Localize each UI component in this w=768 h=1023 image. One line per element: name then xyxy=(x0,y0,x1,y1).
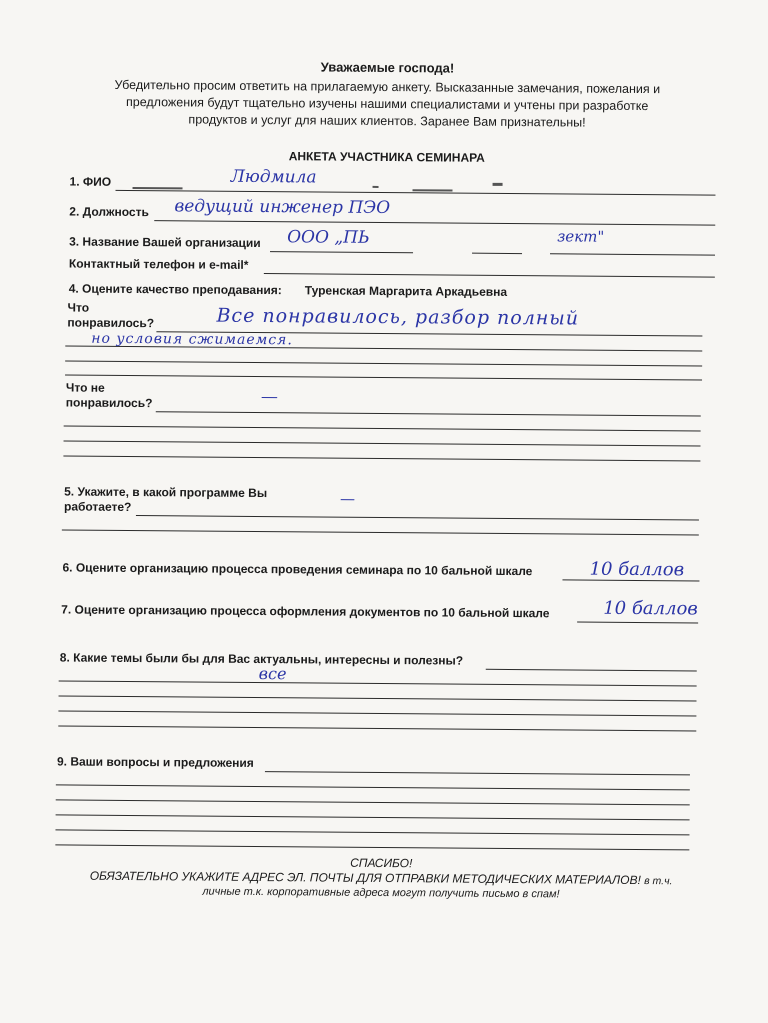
redacted-mark xyxy=(133,187,183,189)
org-label: 3. Название Вашей организации xyxy=(69,234,261,251)
contact-label: Контактный телефон и e-mail* xyxy=(68,256,249,272)
redacted-mark xyxy=(493,183,503,186)
liked-value-1: Все понравилось, разбор полный xyxy=(216,304,580,330)
q7-value: 10 баллов xyxy=(603,597,698,620)
contact-line xyxy=(264,273,715,278)
q8-label: 8. Какие темы были бы для Вас актуальны, интересны и полезны? xyxy=(59,650,464,668)
q8-line-3 xyxy=(59,695,697,701)
org-value-left: ООО „ПЬ xyxy=(287,227,370,248)
q9-label: 9. Ваши вопросы и предложения xyxy=(56,754,254,770)
disliked-label-2: понравилось? xyxy=(65,395,153,411)
q8-line-4 xyxy=(58,710,696,716)
spam-notice: личные т.к. корпоративные адреса могут получить письмо в спам! xyxy=(202,885,560,901)
q8-value: все xyxy=(258,664,287,684)
thanks-text: СПАСИБО! xyxy=(350,855,413,871)
q9-line-4 xyxy=(56,814,690,820)
q9-line-6 xyxy=(55,844,689,850)
intro-line-1: Убедительно просим ответить на прилагаемую анкету. Высказанные замечания, пожелания и xyxy=(114,77,661,97)
org-line-1 xyxy=(270,251,413,253)
q6-value: 10 баллов xyxy=(589,558,685,581)
intro-line-3: продуктов и услуг для наших клиентов. Заранее Вам признательны! xyxy=(188,112,586,130)
program-value: — xyxy=(340,489,356,508)
disliked-value: — xyxy=(260,387,278,408)
q8-line-2 xyxy=(59,680,697,686)
liked-line-3 xyxy=(65,360,702,366)
program-line-1 xyxy=(136,515,699,520)
position-label: 2. Должность xyxy=(69,204,149,220)
fio-label: 1. ФИО xyxy=(69,174,112,189)
org-value-right: зект" xyxy=(557,227,605,246)
q7-label: 7. Оцените организацию процесса оформления документов по 10 бальной шкале xyxy=(61,602,550,621)
disliked-line-1 xyxy=(156,411,701,416)
q9-line-5 xyxy=(55,829,689,835)
redacted-mark xyxy=(413,189,453,191)
q9-line-1 xyxy=(265,771,690,775)
liked-value-2: но условия сжимаемся. xyxy=(91,330,293,349)
disliked-line-4 xyxy=(63,455,700,461)
program-label-1: 5. Укажите, в какой программе Вы xyxy=(64,484,268,501)
position-value: ведущий инженер ПЭО xyxy=(174,196,391,219)
intro-line-2: предложения будут тщательно изучены нашими специалистами и учтены при разработке xyxy=(125,94,649,114)
redacted-mark xyxy=(373,186,379,188)
teacher-name: Туренская Маргарита Аркадьевна xyxy=(304,283,508,299)
disliked-line-3 xyxy=(64,440,701,446)
program-label-2: работаете? xyxy=(63,499,132,515)
q9-line-3 xyxy=(56,799,690,805)
q9-line-2 xyxy=(56,784,690,790)
program-line-2 xyxy=(62,529,699,535)
q7-line xyxy=(577,622,698,624)
liked-label-2: понравилось? xyxy=(67,315,155,331)
q8-line-1 xyxy=(486,669,697,672)
email-notice-main: ОБЯЗАТЕЛЬНО УКАЖИТЕ АДРЕС ЭЛ. ПОЧТЫ ДЛЯ ОТПРАВКИ МЕТОДИЧЕСКИХ МАТЕРИАЛОВ! xyxy=(89,868,641,888)
disliked-line-2 xyxy=(64,425,701,431)
greeting: Уважаемые господа! xyxy=(320,59,455,76)
q8-line-5 xyxy=(58,725,696,731)
org-line-3 xyxy=(550,253,715,255)
q6-label: 6. Оцените организацию процесса проведения семинара по 10 бальной шкале xyxy=(62,560,533,579)
liked-line-4 xyxy=(65,374,702,380)
org-line-2 xyxy=(472,253,522,254)
form-title: АНКЕТА УЧАСТНИКА СЕМИНАРА xyxy=(288,149,485,165)
disliked-label-1: Что не xyxy=(65,380,105,395)
teacher-label: 4. Оцените качество преподавания: xyxy=(68,281,282,298)
position-line xyxy=(154,220,715,225)
liked-label-1: Что xyxy=(67,300,90,315)
email-notice-tail: в т.ч. xyxy=(644,875,673,888)
fio-value: Людмила xyxy=(230,166,317,188)
